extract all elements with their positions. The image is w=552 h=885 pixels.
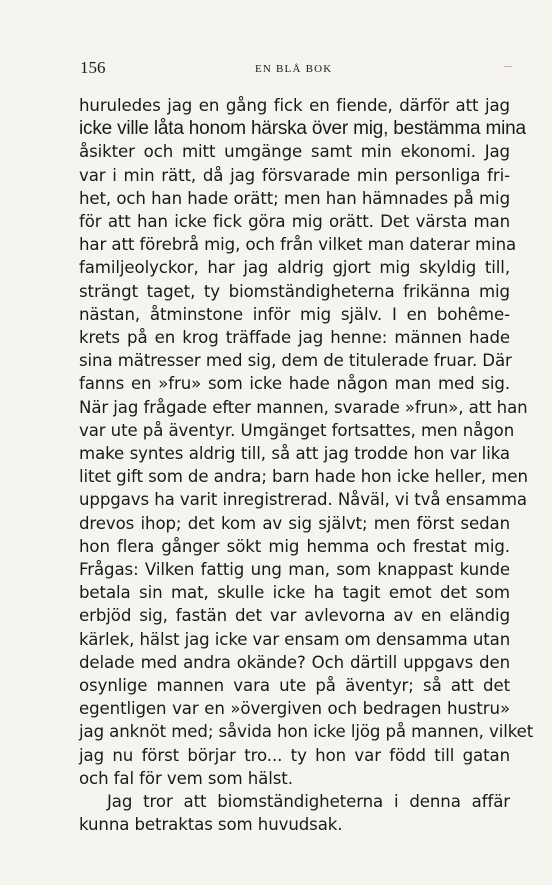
text-line: het, och han hade orätt; men han hämnades på mig bbox=[79, 188, 510, 208]
header-rule bbox=[504, 66, 512, 67]
text-line: fanns en »fru» som icke hade någon man med sig. bbox=[79, 374, 510, 394]
text-line: erbjöd sig, fastän det var avlevorna av en eländig bbox=[79, 606, 510, 626]
text-line: jag nu först börjar tro... ty hon var född till gatan bbox=[79, 745, 510, 765]
text-line: egentligen var en »övergiven och bedragen hustru» bbox=[79, 699, 510, 719]
text-line: kärlek, hälst jag icke var ensam om densamma utan bbox=[79, 629, 511, 649]
text-line: jag anknöt med; såvida hon icke ljög på mannen, vilket bbox=[79, 722, 534, 742]
text-line: har att förebrå mig, och från vilket man daterar mina bbox=[79, 235, 517, 255]
text-line: hon flera gånger sökt mig hemma och frestat mig. bbox=[79, 536, 510, 556]
text-line: drevos ihop; det kom av sig självt; men först sedan bbox=[79, 513, 510, 533]
text-line: När jag frågade efter mannen, svarade »frun», att han bbox=[79, 397, 528, 417]
page-number: 156 bbox=[80, 58, 106, 77]
text-line: sina mätresser med sig, dem de titulerade fruar. Där bbox=[79, 351, 512, 371]
text-line: krets på en krog träffade jag henne: männen hade bbox=[79, 328, 510, 348]
text-line: kunna betraktas som huvudsak. bbox=[79, 815, 343, 835]
text-line: huruledes jag en gång fick en fiende, därför att jag bbox=[79, 96, 510, 115]
text-line: för att han icke fick göra mig orätt. Det värsta man bbox=[79, 212, 510, 232]
text-line: Jag tror att biomständigheterna i denna affär bbox=[107, 792, 510, 812]
text-line: make syntes aldrig till, så att jag trodde hon var lika bbox=[79, 444, 510, 464]
text-line: Frågas: Vilken fattig ung man, som knappast kunde bbox=[79, 560, 510, 580]
body-text bbox=[79, 94, 534, 837]
text-line: familjeolyckor, har jag aldrig gjort mig skyldig till, bbox=[79, 258, 510, 278]
text-line: icke ville låta honom härska över mig, bestämma mina bbox=[79, 118, 526, 140]
text-line: var ute på äventyr. Umgänget fortsattes, men någon bbox=[79, 420, 515, 440]
text-line: uppgavs ha varit inregistrerad. Nåväl, vi två ensamma bbox=[79, 490, 527, 510]
text-line: betala sin mat, skulle icke ha tagit emot det som bbox=[79, 583, 510, 603]
text-line: åsikter och mitt umgänge samt min ekonomi. Jag bbox=[79, 142, 510, 162]
text-line: litet gift som de andra; barn hade hon icke heller, men bbox=[79, 467, 528, 487]
text-line: delade med andra okände? Och därtill uppgavs den bbox=[79, 652, 510, 672]
text-line: strängt taget, ty biomständigheterna frikänna mig bbox=[79, 281, 510, 301]
text-line: var i min rätt, då jag försvarade min personliga fri- bbox=[79, 165, 510, 185]
running-title: EN BLÅ BOK bbox=[255, 63, 333, 75]
text-line: och fal för vem som hälst. bbox=[79, 768, 293, 788]
text-line: osynlige mannen vara ute på äventyr; så att det bbox=[79, 676, 510, 696]
text-line: nästan, åtminstone inför mig själv. I en bohême- bbox=[79, 304, 510, 324]
page-header bbox=[80, 58, 512, 82]
